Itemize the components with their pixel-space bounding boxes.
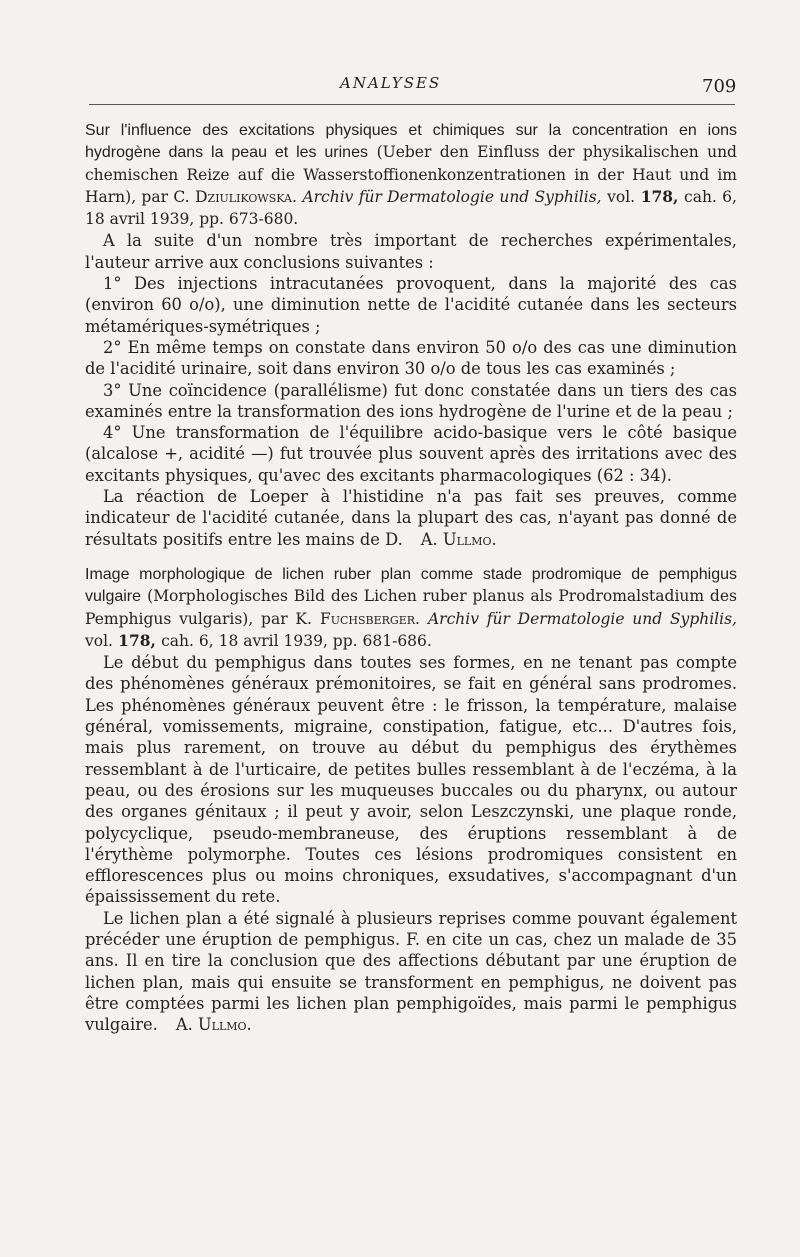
article-1-journal: Archiv für Dermatologie und Syphilis, [302, 187, 602, 206]
article-1-last-text: La réaction de Loeper à l'histidine n'a pas fait ses preuves, comme indicateur de l'acidité cutanée, dans la plupart des cas, n'ayant pas donné de résultats positifs entre les mains de D. [85, 487, 737, 549]
article-2-journal: Archiv für Dermatologie und Syphilis, [427, 609, 737, 628]
article-1-ref-post: cah. 6, 18 avril 1939, pp. 673-680. [85, 187, 737, 229]
article-1-intro: A la suite d'un nombre très important de recherches expérimentales, l'auteur arrive aux conclusions suivantes : [85, 231, 737, 272]
article-1-ref-pre: (Ueber den Einfluss der physikalischen und chemischen Reize auf die Wasserstoffionenkonzentrationen in der Haut und im Harn), par C. [85, 143, 737, 206]
article-2-heading [85, 563, 737, 652]
article-1-signature: A. Ullmo. [420, 529, 497, 549]
page-body [85, 119, 737, 1035]
article-1-conclusion-2: 2° En même temps on constate dans environ 50 o/o des cas une diminution de l'acidité urinaire, soit dans environ 30 o/o de tous les cas examinés ; [85, 337, 737, 379]
article-2-paragraph-1: Le début du pemphigus dans toutes ses formes, en ne tenant pas compte des phénomènes généraux prémonitoires, se fait en général sans prodromes. Les phénomènes généraux peuvent être : le frisson, la température, malaise général, vomissements, migraine, constipation, fatigue, etc... D'autres fois, mais plus rarement, on trouve au début du pemphigus des érythèmes ressemblant à de l'urticaire, de petites bulles ressemblant à de l'eczéma, à la peau, ou des érosions sur les muqueuses buccales ou du pharynx, ou autour des organes génitaux ; il peut y avoir, selon Leszczynski, une plaque ronde, polycyclique, pseudo-membraneuse, des éruptions ressemblant à de l'érythème polymorphe. Toutes ces lésions prodromiques consistent en efflorescences plus ou moins chroniques, exsudatives, s'accompagnant d'un épaississement du rete. [85, 653, 737, 907]
article-2-ref-post: cah. 6, 18 avril 1939, pp. 681-686. [161, 631, 432, 650]
running-header [0, 74, 800, 98]
article-2-title: Image morphologique de lichen ruber plan comme stade prodromique de pemphigus vulgaire [85, 565, 737, 606]
article-1-title: Sur l'influence des excitations physiques et chimiques sur la concentration en ions hydrogène dans la peau et les urines [85, 122, 737, 162]
article-1-conclusion-4: 4° Une transformation de l'équilibre acido-basique vers le côté basique (alcalose +, acidité —) fut trouvée plus souvent après des irritations avec des excitants physiques, qu'avec des excitants pharmacologiques (62 : 34). [85, 423, 737, 485]
article-1-author: Dziulikowska. [195, 187, 297, 206]
article-1-vol-label: vol. [607, 187, 636, 206]
article-2-volume: 178, [118, 630, 156, 650]
article-separator [85, 550, 737, 563]
article-2-signature: A. Ullmo. [175, 1015, 252, 1035]
article-2-ref-pre: (Morphologisches Bild des Lichen ruber planus als Prodromalstadium des Pemphigus vulgaris), par K. [85, 587, 737, 628]
article-1-last-paragraph [85, 486, 737, 550]
article-2-p2-text: Le lichen plan a été signalé à plusieurs reprises comme pouvant également précéder une éruption de pemphigus. F. en cite un cas, chez un malade de 35 ans. Il en tire la conclusion que des affections débutant par une éruption de lichen plan, mais qui ensuite se transforment en pemphigus, ne doivent pas être comptées parmi les lichen plan pemphigoïdes, mais parmi le pemphigus vulgaire. [85, 908, 737, 1035]
article-1-conclusion-3: 3° Une coïncidence (parallélisme) fut donc constatée dans un tiers des cas examinés entre la transformation des ions hydrogène de l'urine et de la peau ; [85, 380, 737, 421]
article-1-volume: 178, [640, 186, 679, 206]
article-2-vol-label: vol. [85, 631, 113, 650]
article-2-author: Fuchsberger. [319, 609, 420, 628]
article-2-paragraph-2 [85, 908, 737, 1036]
header-rule [89, 104, 735, 105]
article-1-conclusion-1: 1° Des injections intracutanées provoquent, dans la majorité des cas (environ 60 o/o), une diminution nette de l'acidité cutanée dans les secteurs métamériques-symétriques ; [85, 274, 737, 336]
article-1-heading [85, 119, 737, 230]
page-number: 709 [702, 76, 737, 97]
running-title: ANALYSES [340, 74, 442, 92]
